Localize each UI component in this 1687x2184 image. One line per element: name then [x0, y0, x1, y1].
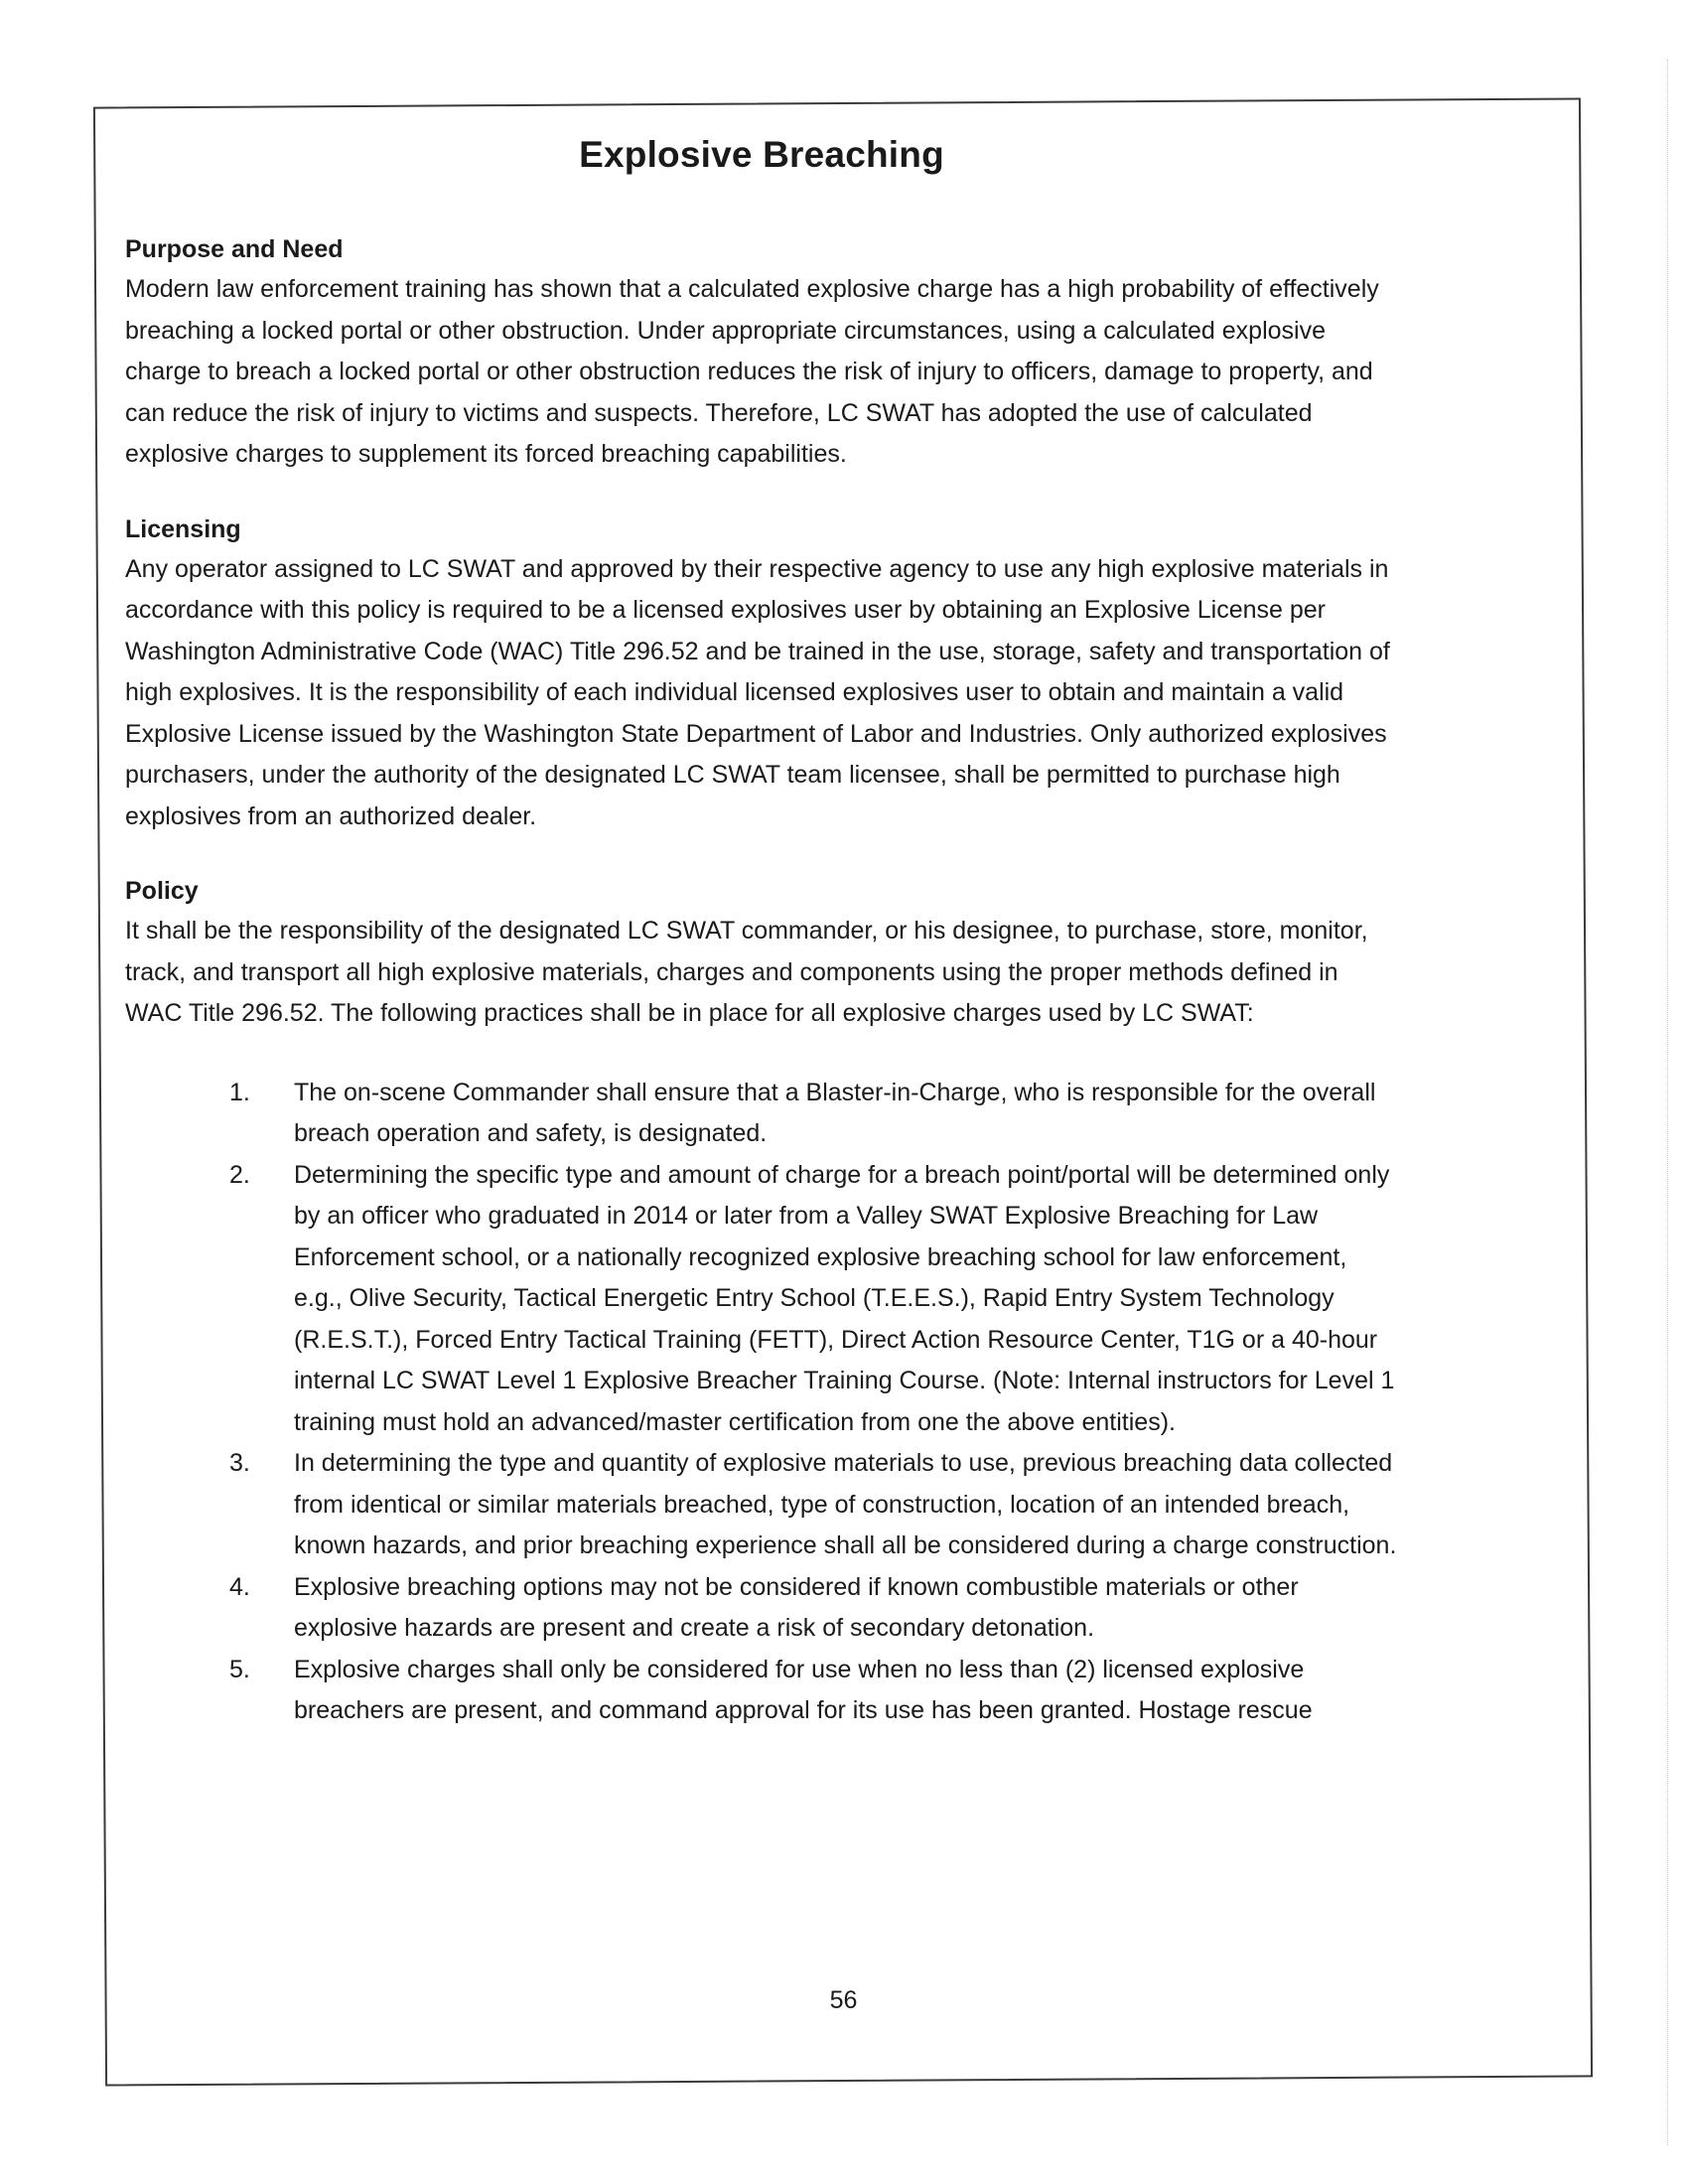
list-item-text: The on-scene Commander shall ensure that a Blaster-in-Charge, who is responsible for the overall breach operation and safety, is designated.: [294, 1078, 1376, 1147]
list-item: [229, 1155, 1398, 1444]
section-heading: Policy: [125, 877, 199, 905]
policy-list: [125, 1073, 1398, 1732]
section-heading: Purpose and Need: [125, 235, 344, 263]
list-item: [229, 1073, 1398, 1155]
page-title: Explosive Breaching: [579, 134, 944, 175]
section-policy: [125, 877, 1398, 1035]
list-item-text: Explosive breaching options may not be considered if known combustible materials or other explosive hazards are present and create a risk of secondary detonation.: [294, 1572, 1299, 1642]
section-purpose-and-need: [125, 235, 1398, 476]
section-body: Any operator assigned to LC SWAT and approved by their respective agency to use any high explosive materials in accordance with this policy is required to be a licensed explosives user by obtaining an Explosive License per Washington Administrative Code (WAC) Title 296.52 and be trained in the use, storage, safety and transportation of high explosives. It is the responsibility of each individual licensed explosives user to obtain and maintain a valid Explosive License issued by the Washington State Department of Labor and Industries. Only authorized explosives purchasers, under the authority of the designated LC SWAT team licensee, shall be permitted to purchase high explosives from an authorized dealer.: [125, 554, 1390, 830]
list-item: [229, 1567, 1398, 1650]
scan-edge-marks: [1667, 60, 1671, 2145]
section-licensing: [125, 515, 1398, 838]
list-item-text: In determining the type and quantity of explosive materials to use, previous breaching data collected from identical or similar materials breached, type of construction, location of an intended breach, known hazards, and prior breaching experience shall all be considered during a charge construction.: [294, 1449, 1397, 1559]
document-content: [125, 134, 1398, 1732]
list-item-number: 4.: [229, 1572, 250, 1601]
section-body: Modern law enforcement training has shown that a calculated explosive charge has a high probability of effectively breaching a locked portal or other obstruction. Under appropriate circumstances, using a calculated explosive charge to breach a locked portal or other obstruction reduces the risk of injury to officers, damage to property, and can reduce the risk of injury to victims and suspects. Therefore, LC SWAT has adopted the use of calculated explosive charges to supplement its forced breaching capabilities.: [125, 275, 1379, 468]
list-item: [229, 1443, 1398, 1567]
list-item: [229, 1650, 1398, 1732]
list-item-number: 2.: [229, 1160, 250, 1189]
list-item-number: 5.: [229, 1655, 250, 1683]
list-item-number: 3.: [229, 1449, 250, 1477]
list-item-text: Determining the specific type and amount of charge for a breach point/portal will be determined only by an officer who graduated in 2014 or later from a Valley SWAT Explosive Breaching for Law Enforcement school, or a nationally recognized explosive breaching school for law enforcement, e.g., Olive Security, Tactical Energetic Entry School (T.E.E.S.), Rapid Entry System Technology (R.E.S.T.), Forced Entry Tactical Training (FETT), Direct Action Resource Center, T1G or a 40-hour internal LC SWAT Level 1 Explosive Breacher Training Course. (Note: Internal instructors for Level 1 training must hold an advanced/master certification from one the above entities).: [294, 1160, 1395, 1436]
section-heading: Licensing: [125, 514, 241, 543]
list-item-number: 1.: [229, 1078, 250, 1106]
section-body: It shall be the responsibility of the designated LC SWAT commander, or his designee, to purchase, store, monitor, track, and transport all high explosive materials, charges and components using the proper methods defined in WAC Title 296.52. The following practices shall be in place for all explosive charges used by LC SWAT:: [125, 917, 1368, 1027]
page-number: 56: [829, 1986, 858, 2014]
list-item-text: Explosive charges shall only be considered for use when no less than (2) licensed explosive breachers are present, and command approval for its use has been granted. Hostage rescue: [294, 1655, 1313, 1724]
